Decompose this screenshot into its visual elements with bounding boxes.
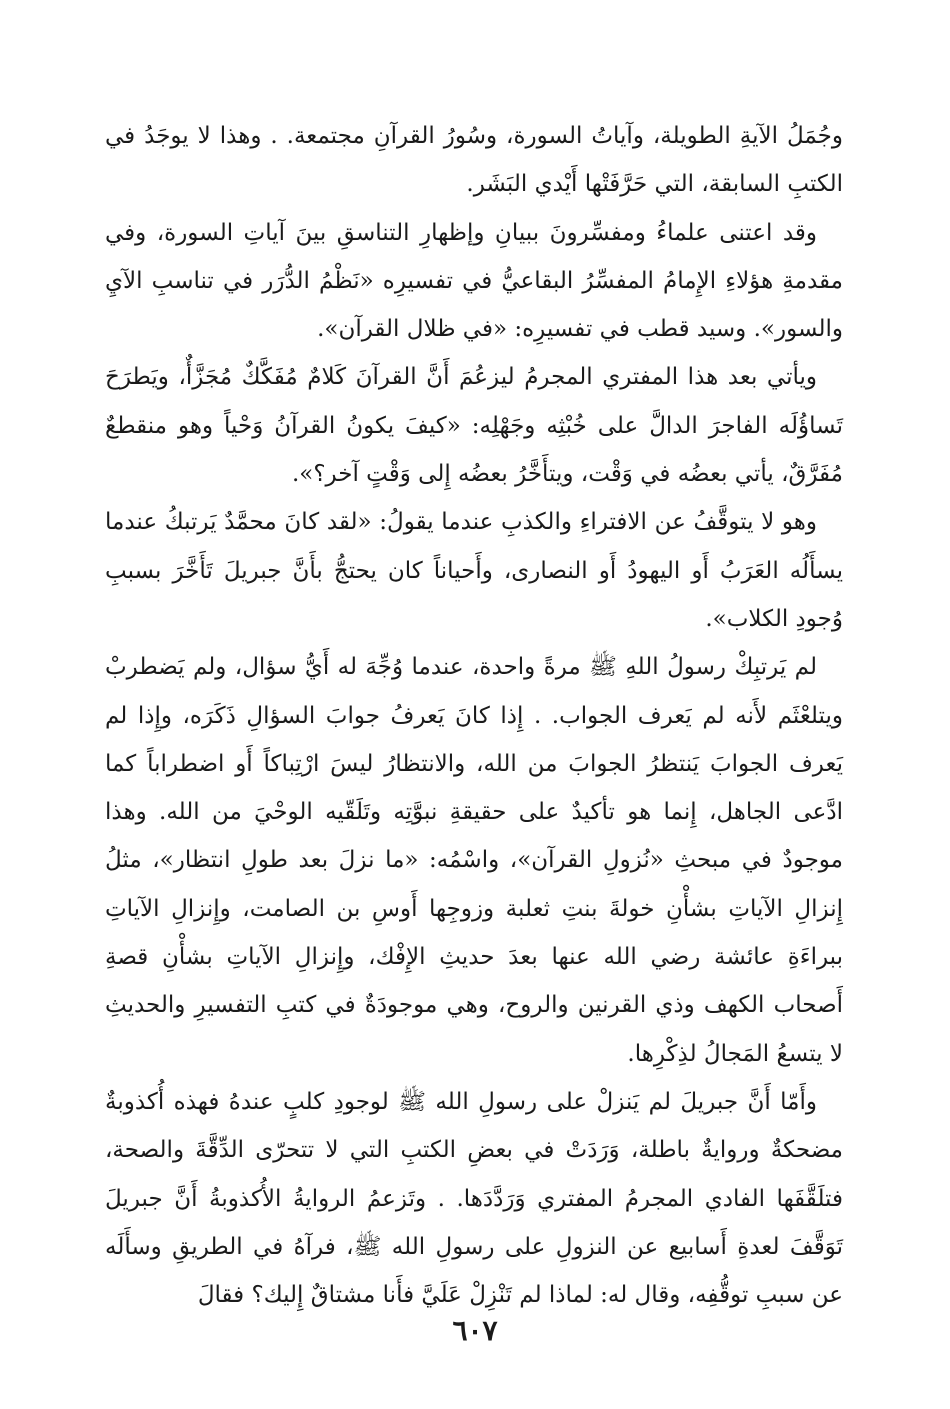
paragraph-5: لم يَرتبِكْ رسولُ اللهِ ﷺ مرةً واحدة، عندما وُجِّهَ له أَيُّ سؤال، ولم يَضطربْ ويتلعْثَم لأَنه لم يَعرف الجواب. . إِذا كانَ يَعرفُ جوابَ السؤالِ ذَكَرَه، وإِذا لم يَعرف الجوابَ يَنتظرُ الجوابَ من الله، والانتظارُ ليسَ ارْتِباكاً أَو اضطراباً كما ادَّعى الجاهل، إِنما هو تأكيدٌ على حقيقةِ نبوَّتِه وتَلَقّيه الوحْيَ من الله. وهذا موجودٌ في مبحثِ «نُزولِ القرآن»، واسْمُه: «ما نزلَ بعد طولِ انتظار»، مثلُ إِنزالِ الآياتِ بشأْنِ خولةَ بنتِ ثعلبة وزوجِها أَوسِ بن الصامت، وإِنزالِ الآياتِ ببراءَةِ عائشة رضي الله عنها بعدَ حديثِ الإِفْك، وإِنزالِ الآياتِ بشأْنِ قصةِ أَصحاب الكهف وذي القرنين والروح، وهي موجودَةٌ في كتبِ التفسيرِ والحديثِ لا يتسعُ المَجالُ لذِكْرِها.: [105, 654, 843, 1067]
body-text: [105, 112, 843, 1319]
page-number: ٦٠٧: [452, 1314, 498, 1347]
paragraph-2: وقد اعتنى علماءُ ومفسِّرونَ ببيانِ وإظهارِ التناسقِ بينَ آياتِ السورة، وفي مقدمةِ هؤلاءِ الإِمامُ المفسِّرُ البقاعيُّ في تفسيرِه «نَظْمُ الدُّرَر في تناسبِ الآيِ والسور». وسيد قطب في تفسيرِه: «في ظلال القرآن».: [105, 219, 843, 343]
paragraph-3: ويأتي بعد هذا المفتري المجرمُ ليزعُمَ أَنَّ القرآنَ كَلامٌ مُفَكَّكٌ مُجَزَّأٌ، ويَطرَحَ تَساؤُلَه الفاجرَ الدالَّ على خُبْثِه وجَهْلِه: «كيفَ يكونُ القرآنُ وَحْياً وهو منقطعٌ مُفَرَّقٌ، يأتي بعضُه في وَقْت، ويتأَخَّرُ بعضُه إِلى وَقْتٍ آخر؟».: [105, 364, 843, 488]
paragraph-6: وأَمّا أَنَّ جبريلَ لم يَنزلْ على رسولِ الله ﷺ لوجودِ كلبٍ عندهُ فهذه أُكذوبةٌ مضحكةٌ وروايةٌ باطلة، وَرَدَتْ في بعضِ الكتبِ التي لا تتحرّى الدِّقَّةَ والصحة، فتلَقَّفَها الفادي المجرمُ المفتري وَرَدَّدَها. . وتَزعمُ الروايةُ الأُكذوبةُ أَنَّ جبريلَ تَوَقَّفَ لعدةِ أَسابيع عن النزولِ على رسولِ الله ﷺ، فرآهُ في الطريقِ وسأَلَه عن سببِ توقُّفِه، وقال له: لماذا لم تَنْزِلْ عَلَيَّ فأَنا مشتاقٌ إِليك؟ فقالَ: [105, 1088, 843, 1309]
paragraph-4: وهو لا يتوقَّفُ عن الافتراءِ والكذبِ عندما يقولُ: «لقد كانَ محمَّدٌ يَرتبكُ عندما يسأَلُه العَرَبُ أَو اليهودُ أَو النصارى، وأَحياناً كان يحتجُّ بأَنَّ جبريلَ تَأَخَّرَ بسببِ وُجودِ الكلاب».: [105, 509, 843, 632]
paragraph-1: وجُمَلُ الآيةِ الطويلة، وآياتُ السورة، وسُورُ القرآنِ مجتمعة. . وهذا لا يوجَدُ في الكتبِ السابقة، التي حَرَّفَتْها أَيْدي البَشَر.: [105, 123, 843, 198]
